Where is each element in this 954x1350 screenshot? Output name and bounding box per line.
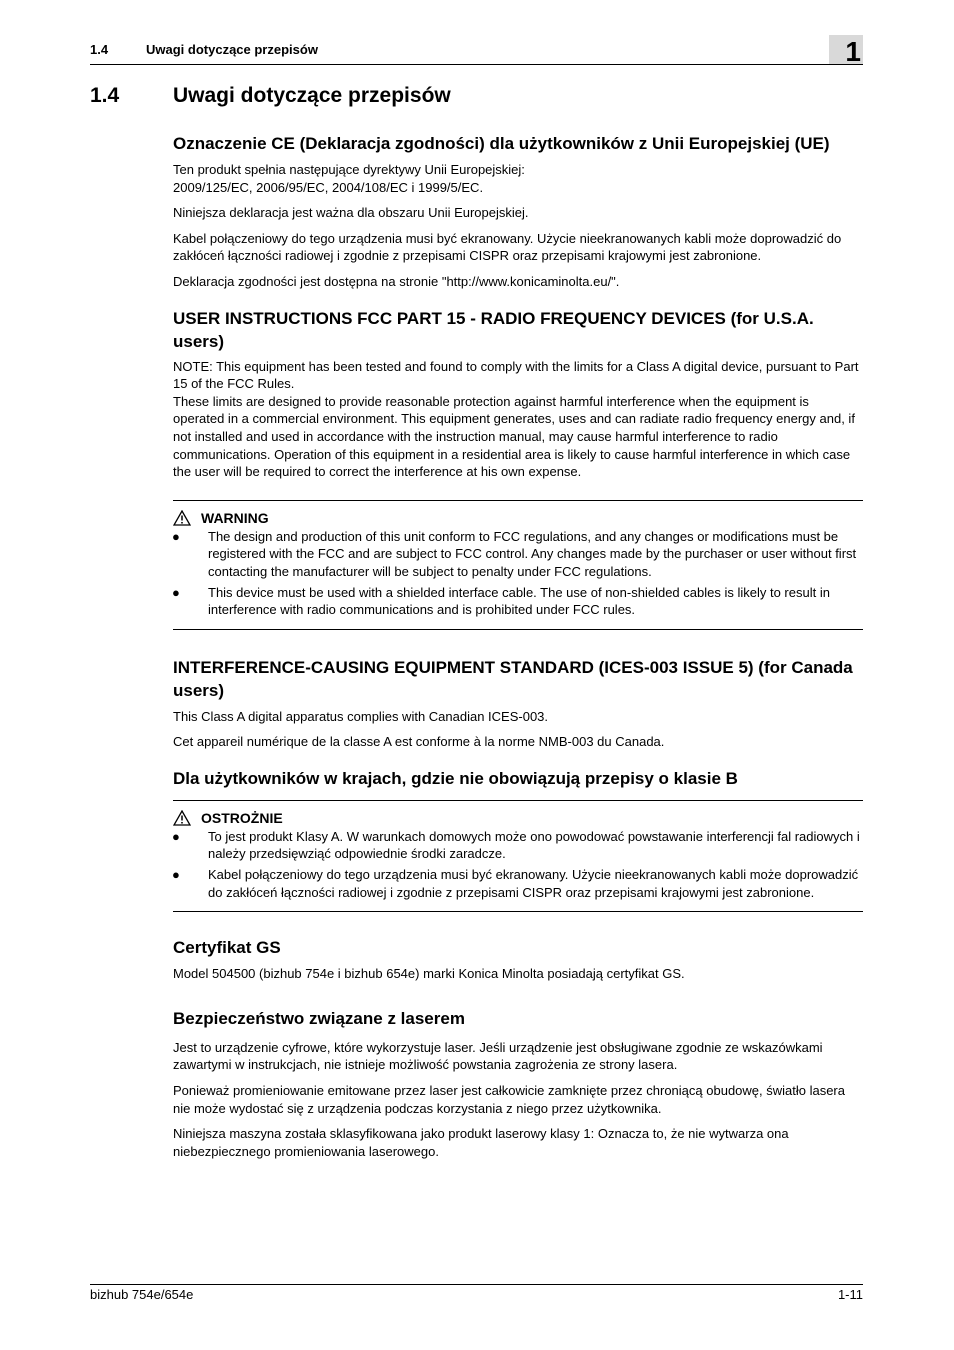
warning-triangle-icon — [173, 510, 191, 526]
fcc-note-text: NOTE: This equipment has been tested and found to comply with the limits for a Class A digital device, pursuant to Part 15 of the FCC Rules. — [173, 358, 859, 392]
bullet-icon: ● — [172, 828, 180, 844]
footer-model: bizhub 754e/654e — [90, 1287, 194, 1302]
fcc-note-paragraph — [173, 358, 863, 481]
main-content — [173, 132, 863, 1168]
chapter-number-tab: 1 — [829, 35, 863, 65]
ce-directives-paragraph — [173, 161, 863, 196]
fcc-warning-bullet-1: The design and production of this unit conform to FCC regulations, and any changes or modifications must be registered with the FCC and are subject to FCC control. Any changes made by the purchaser or user without first contacting the manufacturer will be subject to penalty under FCC regulations. — [208, 528, 857, 579]
laser-paragraph-2: Ponieważ promieniowanie emitowane przez laser jest całkowicie zamknięte przez chroniącą obudowę, światło lasera nie może wydostać się z urządzenia podczas korzystania z niego przez użytkownika. — [173, 1083, 845, 1116]
section-number: 1.4 — [90, 84, 120, 107]
header-section-number: 1.4 — [90, 42, 109, 57]
footer-divider — [90, 1284, 863, 1285]
footer-page-number: 1-11 — [837, 1287, 863, 1302]
ices-heading: INTERFERENCE-CAUSING EQUIPMENT STANDARD (ICES-003 ISSUE 5) (for Canada users) — [173, 657, 853, 700]
ices-paragraph-fr: Cet appareil numérique de la classe A est conforme à la norme NMB-003 du Canada. — [173, 734, 665, 750]
gs-paragraph: Model 504500 (bizhub 754e i bizhub 654e) marki Konica Minolta posiadają certyfikat GS. — [173, 966, 685, 982]
bullet-icon: ● — [172, 584, 180, 600]
list-item — [173, 584, 863, 619]
classb-heading: Dla użytkowników w krajach, gdzie nie obowiązują przepisy o klasie B — [173, 768, 738, 788]
classb-caution-bullet-1: To jest produkt Klasy A. W warunkach domowych może ono powodować powstawanie interferencji fal radiowych i należy przedsięwziąć odpowiednie środki zaradcze. — [208, 828, 860, 862]
classb-caution-box — [173, 800, 863, 912]
ices-paragraph-en: This Class A digital apparatus complies with Canadian ICES-003. — [173, 708, 549, 724]
laser-paragraph-3: Niniejsza maszyna została sklasyfikowana jako produkt laserowy klasy 1: Oznacza to, że nie wytwarza ona niebezpiecznego promieniowania laserowego. — [173, 1126, 789, 1159]
classb-caution-header — [173, 810, 863, 826]
fcc-warning-header — [173, 510, 863, 526]
classb-caution-bullet-2: Kabel połączeniowy do tego urządzenia musi być ekranowany. Użycie nieekranowanych kabli może doprowadzić do zakłóceń łączności radiowej i zgodnie z przepisami CISPR oraz przepisami krajowymi jest zabronione. — [208, 867, 859, 900]
laser-paragraph-1: Jest to urządzenie cyfrowe, które wykorzystuje laser. Jeśli urządzenie jest obsługiwane zgodnie ze wskazówkami zawartymi w instrukcjach, nie istnieje możliwość powstania zagrożenia ze strony lasera. — [173, 1039, 823, 1073]
laser-heading: Bezpieczeństwo związane z laserem — [173, 1008, 465, 1028]
ce-declaration-paragraph: Deklaracja zgodności jest dostępna na stronie "http://www.konicaminolta.eu/". — [173, 273, 620, 289]
fcc-warning-bullet-2: This device must be used with a shielded interface cable. The use of non-shielded cables is likely to result in interference with radio communications and is prohibited under FCC rules. — [208, 584, 830, 618]
bullet-icon: ● — [172, 528, 180, 544]
caution-label: OSTROŻNIE — [201, 809, 283, 826]
ce-cable-paragraph: Kabel połączeniowy do tego urządzenia musi być ekranowany. Użycie nieekranowanych kabli może doprowadzić do zakłóceń łączności radiowej i zgodnie z przepisami CISPR oraz przepisami krajowymi jest zabronione. — [173, 230, 842, 264]
page-title: Uwagi dotyczące przepisów — [173, 84, 451, 107]
bullet-icon: ● — [172, 867, 180, 883]
fcc-limits-text: These limits are designed to provide reasonable protection against harmful interference when the equipment is operated in a commercial environment. This equipment generates, uses and can radiate radio frequency energy and, if not installed and used in accordance with the instruction manual, may cause harmful interference to radio communications. Operation of this equipment in a residential area is likely to cause harmful interference in which case the user will be required to correct the interference at his own expense. — [173, 393, 855, 480]
list-item — [173, 828, 863, 863]
list-item — [173, 528, 863, 581]
ce-directives-list: 2009/125/EC, 2006/95/EC, 2004/108/EC i 1999/5/EC. — [173, 179, 484, 195]
header-divider — [90, 64, 863, 65]
warning-label: WARNING — [201, 509, 269, 526]
ce-heading: Oznaczenie CE (Deklaracja zgodności) dla użytkowników z Unii Europejskiej (UE) — [173, 134, 830, 153]
list-item — [173, 866, 863, 901]
header-section-title: Uwagi dotyczące przepisów — [146, 42, 318, 57]
ce-directives-intro: Ten produkt spełnia następujące dyrektywy Unii Europejskiej: — [173, 162, 525, 177]
fcc-warning-box — [173, 500, 863, 630]
fcc-heading: USER INSTRUCTIONS FCC PART 15 - RADIO FREQUENCY DEVICES (for U.S.A. users) — [173, 308, 814, 351]
gs-heading: Certyfikat GS — [173, 938, 281, 958]
ce-validity-paragraph: Niniejsza deklaracja jest ważna dla obszaru Unii Europejskiej. — [173, 205, 529, 221]
warning-triangle-icon — [173, 810, 191, 826]
